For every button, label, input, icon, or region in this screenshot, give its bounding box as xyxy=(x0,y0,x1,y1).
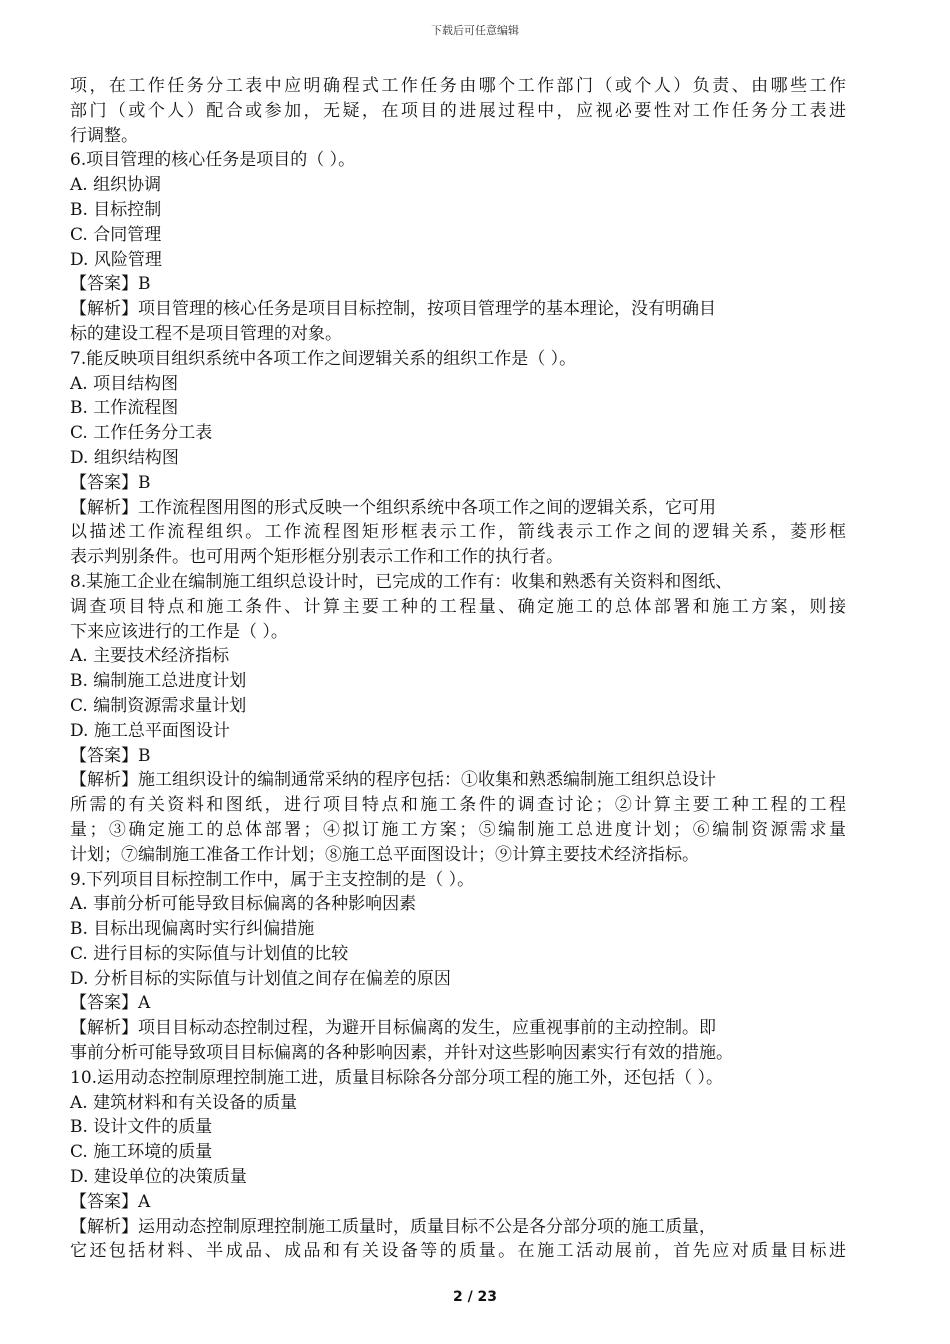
analysis: 事前分析可能导致项目目标偏离的各种影响因素，并针对这些影响因素实行有效的措施。 xyxy=(70,1043,733,1064)
answer: 【答案】B xyxy=(70,745,151,766)
option-a: A. 主要技术经济指标 xyxy=(70,646,230,667)
question-8: 下来应该进行的工作是（ ）。 xyxy=(70,621,288,642)
text-line: 部门（或个人）配合或参加，无疑，在项目的进展过程中，应视必要性对工作任务分工表进 xyxy=(70,100,846,121)
analysis: 以描述工作流程组织。工作流程图矩形框表示工作，箭线表示工作之间的逻辑关系，菱形框 xyxy=(70,522,846,543)
analysis: 【解析】施工组织设计的编制通常采纳的程序包括：①收集和熟悉编制施工组织总设计 xyxy=(70,770,716,791)
option-b: B. 目标出现偏离时实行纠偏措施 xyxy=(70,919,315,940)
option-a: A. 项目结构图 xyxy=(70,373,179,394)
option-c: C. 编制资源需求量计划 xyxy=(70,695,247,716)
text-line: 行调整。 xyxy=(70,125,138,146)
option-d: D. 分析目标的实际值与计划值之间存在偏差的原因 xyxy=(70,968,451,989)
question-8: 8.某施工企业在编制施工组织总设计时，已完成的工作有：收集和熟悉有关资料和图纸、 xyxy=(70,571,733,592)
option-d: D. 组织结构图 xyxy=(70,447,179,468)
option-a: A. 事前分析可能导致目标偏离的各种影响因素 xyxy=(70,894,417,915)
text-line: 项，在工作任务分工表中应明确程式工作任务由哪个工作部门（或个人）负责、由哪些工作 xyxy=(70,76,846,96)
question-8: 调查项目特点和施工条件、计算主要工种的工程量、确定施工的总体部署和施工方案，则接 xyxy=(70,596,846,617)
page-number: 2 / 23 xyxy=(452,1289,498,1305)
answer: 【答案】B xyxy=(70,472,151,493)
analysis: 表示判别条件。也可用两个矩形框分别表示工作和工作的执行者。 xyxy=(70,547,563,568)
answer: 【答案】A xyxy=(70,993,151,1014)
option-a: A. 建筑材料和有关设备的质量 xyxy=(70,1092,298,1113)
analysis: 量；③确定施工的总体部署；④拟订施工方案；⑤编制施工总进度计划；⑥编制资源需求量 xyxy=(70,819,846,840)
option-c: C. 合同管理 xyxy=(70,224,162,245)
option-c: C. 工作任务分工表 xyxy=(70,423,213,444)
option-b: B. 编制施工总进度计划 xyxy=(70,671,247,692)
document-body xyxy=(70,74,846,1264)
question-7: 7.能反映项目组织系统中各项工作之间逻辑关系的组织工作是（ ）。 xyxy=(70,348,577,369)
option-a: A. 组织协调 xyxy=(70,175,162,196)
option-b: B. 工作流程图 xyxy=(70,398,179,419)
option-d: D. 建设单位的决策质量 xyxy=(70,1167,247,1188)
question-9: 9.下列项目目标控制工作中，属于主支控制的是（ ）。 xyxy=(70,869,475,890)
answer: 【答案】A xyxy=(70,1191,151,1212)
analysis: 【解析】项目管理的核心任务是项目目标控制，按项目管理学的基本理论，没有明确目 xyxy=(70,299,716,320)
analysis: 所需的有关资料和图纸，进行项目特点和施工条件的调查讨论；②计算主要工种工程的工程 xyxy=(70,795,846,816)
page-header: 下载后可任意编辑 xyxy=(431,24,519,37)
analysis: 【解析】项目目标动态控制过程，为避开目标偏离的发生，应重视事前的主动控制。即 xyxy=(70,1018,716,1039)
question-10: 10.运用动态控制原理控制施工进，质量目标除各分部分项工程的施工外，还包括（ ）。 xyxy=(70,1067,723,1088)
answer: 【答案】B xyxy=(70,274,151,295)
option-c: C. 施工环境的质量 xyxy=(70,1142,213,1163)
option-b: B. 目标控制 xyxy=(70,199,162,220)
analysis: 它还包括材料、半成品、成品和有关设备等的质量。在施工活动展前，首先应对质量目标进 xyxy=(70,1241,846,1262)
question-6: 6.项目管理的核心任务是项目的（ ）。 xyxy=(70,150,356,171)
option-d: D. 施工总平面图设计 xyxy=(70,720,230,741)
option-b: B. 设计文件的质量 xyxy=(70,1117,213,1138)
option-c: C. 进行目标的实际值与计划值的比较 xyxy=(70,943,349,964)
option-d: D. 风险管理 xyxy=(70,249,162,270)
analysis: 计划；⑦编制施工准备工作计划；⑧施工总平面图设计；⑨计算主要技术经济指标。 xyxy=(70,844,699,865)
analysis: 【解析】工作流程图用图的形式反映一个组织系统中各项工作之间的逻辑关系，它可用 xyxy=(70,497,716,518)
analysis: 标的建设工程不是项目管理的对象。 xyxy=(70,323,342,344)
analysis: 【解析】运用动态控制原理控制施工质量时，质量目标不公是各分部分项的施工质量， xyxy=(70,1216,716,1237)
